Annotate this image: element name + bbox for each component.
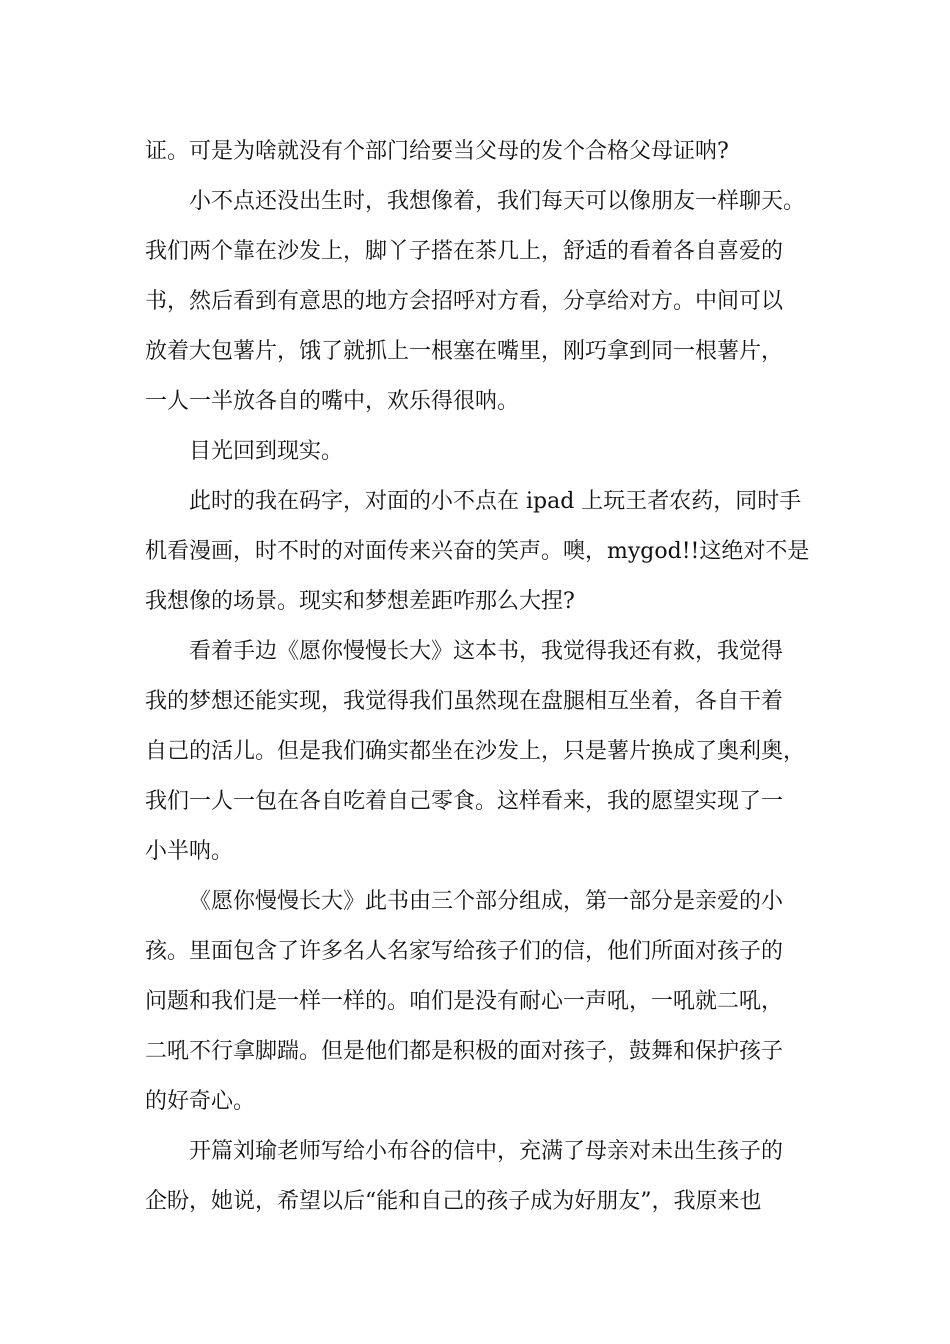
text-line: 书，然后看到有意思的地方会招呼对方看，分享给对方。中间可以 bbox=[145, 289, 784, 314]
document-body bbox=[145, 127, 825, 1227]
text-line: 此时的我在码字，对面的小不点在 ipad 上玩王者农药，同时手 bbox=[189, 489, 802, 514]
text-line: 二吼不行拿脚踹。但是他们都是积极的面对孩子，鼓舞和保护孩子 bbox=[145, 1039, 784, 1064]
text-line: 我的梦想还能实现，我觉得我们虽然现在盘腿相互坐着，各自干着 bbox=[145, 689, 784, 714]
text-line: 机看漫画，时不时的对面传来兴奋的笑声。噢，mygod!!这绝对不是 bbox=[145, 539, 810, 564]
text-line: 问题和我们是一样一样的。咱们是没有耐心一声吼，一吼就二吼， bbox=[145, 989, 784, 1014]
text-line: 证。可是为啥就没有个部门给要当父母的发个合格父母证呐? bbox=[145, 139, 729, 164]
text-line: 的好奇心。 bbox=[145, 1089, 256, 1114]
text-line: 看着手边《愿你慢慢长大》这本书，我觉得我还有救，我觉得 bbox=[189, 639, 784, 664]
text-line: 孩。里面包含了许多名人名家写给孩子们的信，他们所面对孩子的 bbox=[145, 939, 784, 964]
text-line: 放着大包薯片，饿了就抓上一根塞在嘴里，刚巧拿到同一根薯片， bbox=[145, 339, 784, 364]
text-line: 自己的活儿。但是我们确实都坐在沙发上，只是薯片换成了奥利奥， bbox=[145, 739, 806, 764]
text-line: 小半呐。 bbox=[145, 839, 234, 864]
text-line: 我想像的场景。现实和梦想差距咋那么大捏? bbox=[145, 589, 575, 614]
text-line: 小不点还没出生时，我想像着，我们每天可以像朋友一样聊天。 bbox=[189, 189, 806, 214]
text-line: 我们一人一包在各自吃着自己零食。这样看来，我的愿望实现了一 bbox=[145, 789, 784, 814]
text-line: 开篇刘瑜老师写给小布谷的信中，充满了母亲对未出生孩子的 bbox=[189, 1139, 784, 1164]
text-line: 企盼，她说，希望以后“能和自己的孩子成为好朋友”，我原来也 bbox=[145, 1189, 762, 1214]
text-line: 一人一半放各自的嘴中，欢乐得很呐。 bbox=[145, 389, 520, 414]
text-line: 《愿你慢慢长大》此书由三个部分组成，第一部分是亲爱的小 bbox=[189, 889, 784, 914]
text-line: 我们两个靠在沙发上，脚丫子搭在茶几上，舒适的看着各自喜爱的 bbox=[145, 239, 784, 264]
text-line: 目光回到现实。 bbox=[189, 439, 344, 464]
